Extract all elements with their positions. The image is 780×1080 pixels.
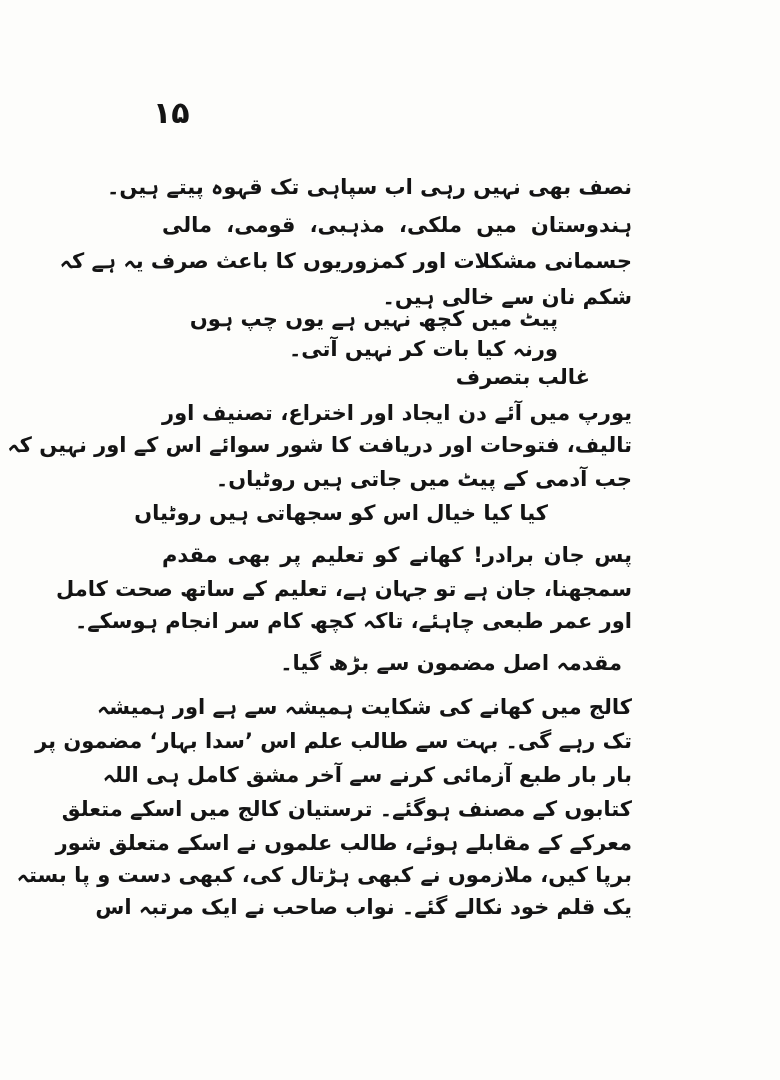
para3-line-3: اور عمر طبعی چاہئے، تاکہ کچھ کام سر انجام ہوسکے۔	[74, 609, 632, 633]
para5-line-2: تک رہے گی۔ بہت سے طالب علم اس ’سدا بہار‘ مضمون پر	[35, 729, 632, 753]
para3-line-1: پس جان برادر! کھانے کو تعلیم پر بھی مقدم	[162, 543, 632, 567]
para2-line-3: جب آدمی کے پیٹ میں جاتی ہیں روٹیاں۔	[215, 467, 632, 491]
para3-line-2: سمجھنا، جان ہے تو جہان ہے، تعلیم کے ساتھ صحت کامل	[56, 577, 632, 601]
verse1-line-1: پیٹ میں کچھ نہیں ہے یوں چپ ہوں	[189, 307, 558, 331]
verse1-attribution: غالب بتصرف	[455, 365, 590, 389]
intro-line-2: ہندوستان میں ملکی، مذہبی، قومی، مالی	[162, 213, 632, 237]
intro-line-1: نصف بھی نہیں رہی اب سپاہی تک قہوہ پیتے ہیں۔	[107, 175, 632, 199]
para5-line-4: کتابوں کے مصنف ہوگئے۔ ترستیان کالج میں اسکے متعلق	[61, 797, 632, 821]
verse2-line: کیا کیا خیال اس کو سجھاتی ہیں روٹیاں	[134, 501, 548, 525]
para5-line-3: بار بار طبع آزمائی کرنے سے آخر مشق کامل ہی اللہ	[102, 763, 632, 787]
para5-line-7: یک قلم خود نکالے گئے۔ نواب صاحب نے ایک مرتبہ اس	[95, 895, 632, 919]
intro-line-3: جسمانی مشکلات اور کمزوریوں کا باعث صرف یہ ہے کہ	[59, 249, 632, 273]
para4-line: مقدمہ اصل مضمون سے بڑھ گیا۔	[280, 651, 622, 675]
verse1-line-2: ورنہ کیا بات کر نہیں آتی۔	[288, 337, 558, 361]
para5-line-6: برپا کیں، ملازموں نے کبھی ہڑتال کی، کبھی دست و پا بستہ	[16, 863, 632, 887]
para5-line-5: معرکے کے مقابلے ہوئے، طالب علموں نے اسکے متعلق شور	[55, 831, 632, 855]
para5-line-1: کالج میں کھانے کی شکایت ہمیشہ سے ہے اور ہمیشہ	[96, 695, 632, 719]
para2-line-2: تالیف، فتوحات اور دریافت کا شور سوائے اس کے اور نہیں کہ	[7, 433, 632, 457]
intro-line-4: شکم نان سے خالی ہیں۔	[382, 285, 632, 309]
para2-line-1: یورپ میں آئے دن ایجاد اور اختراع، تصنیف اور	[162, 401, 632, 425]
page-number: ۱۵	[153, 96, 190, 131]
